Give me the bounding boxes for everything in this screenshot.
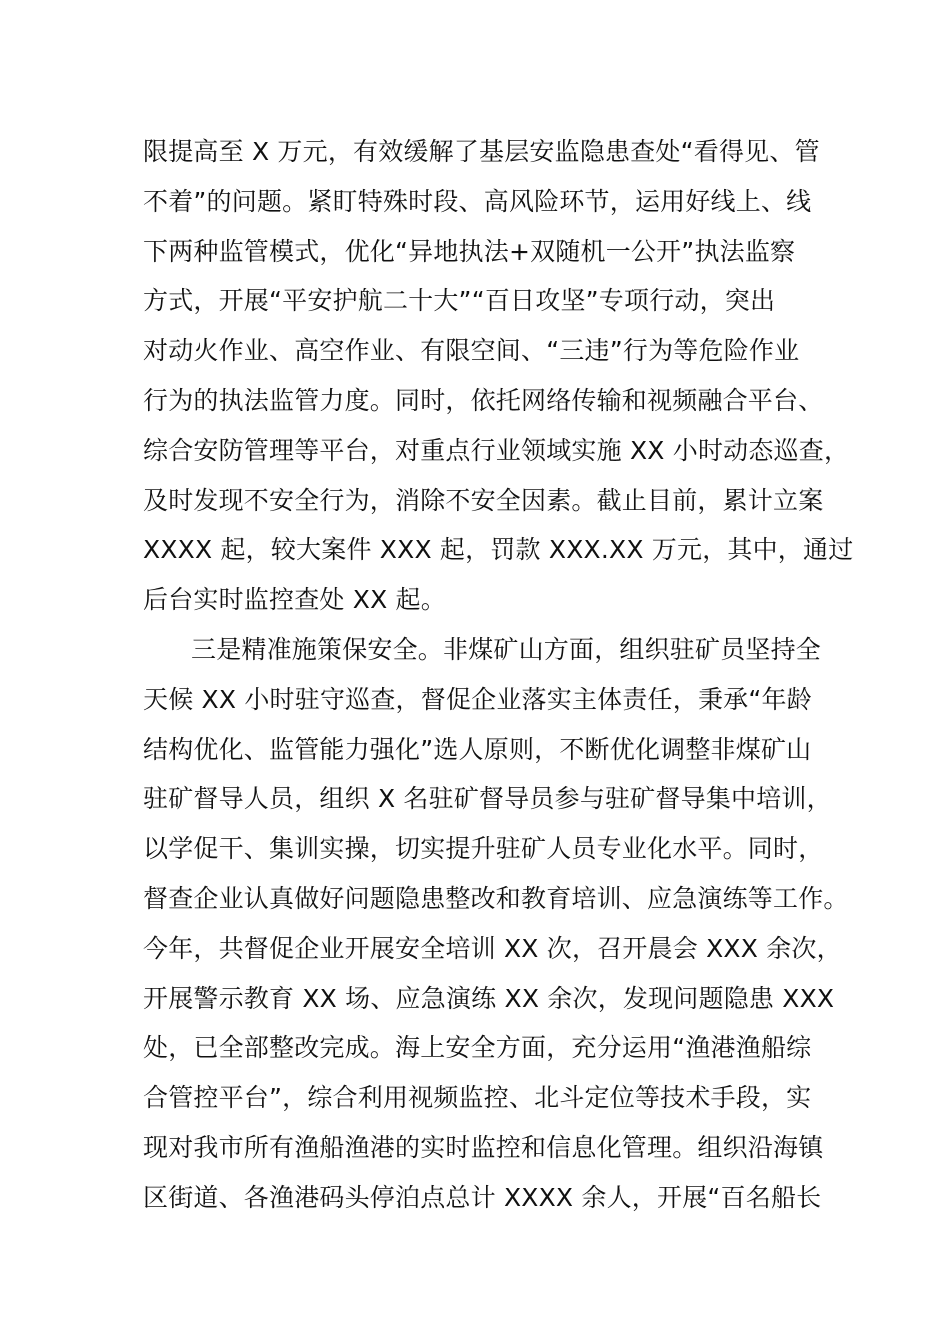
paragraph-start-line: 三是精准施策保安全。非煤矿山方面，组织驻矿员坚持全 [191,634,822,664]
text-line: 天候 XX 小时驻守巡查，督促企业落实主体责任，秉承“年龄 [143,684,812,714]
text-line: 合管控平台”，综合利用视频监控、北斗定位等技术手段，实 [143,1083,812,1113]
text-line: 今年，共督促企业开展安全培训 XX 次，召开晨会 XXX 余次， [143,933,842,963]
text-line: 开展警示教育 XX 场、应急演练 XX 余次，发现问题隐患 XXX [143,983,835,1013]
text-line: 行为的执法监管力度。同时，依托网络传输和视频融合平台、 [143,385,824,415]
text-line: 不着”的问题。紧盯特殊时段、高风险环节，运用好线上、线 [143,186,812,216]
text-line: 结构优化、监管能力强化”选人原则，不断优化调整非煤矿山 [143,734,812,764]
text-line: 现对我市所有渔船渔港的实时监控和信息化管理。组织沿海镇 [143,1132,824,1162]
text-line: 驻矿督导人员，组织 X 名驻矿督导员参与驻矿督导集中培训， [143,784,832,814]
text-line: 以学促干、集训实操，切实提升驻矿人员专业化水平。同时， [143,834,824,864]
text-line: 后台实时监控查处 XX 起。 [143,585,446,615]
text-line: XXXX 起，较大案件 XXX 起，罚款 XXX.XX 万元，其中，通过 [143,535,854,565]
text-line: 处，已全部整改完成。海上安全方面，充分运用“渔港渔船综 [143,1033,812,1063]
text-line: 对动火作业、高空作业、有限空间、“三违”行为等危险作业 [143,336,800,366]
document-body [143,127,854,1223]
text-line: 督查企业认真做好问题隐患整改和教育培训、应急演练等工作。 [143,883,849,913]
text-line: 方式，开展“平安护航二十大”“百日攻坚”专项行动，突出 [143,286,776,316]
text-line: 及时发现不安全行为，消除不安全因素。截止目前，累计立案 [143,485,824,515]
text-line: 区街道、各渔港码头停泊点总计 XXXX 余人，开展“百名船长 [143,1182,822,1212]
text-line: 限提高至 X 万元，有效缓解了基层安监隐患查处“看得见、管 [143,137,820,166]
text-line: 综合安防管理等平台，对重点行业领域实施 XX 小时动态巡查， [143,435,850,465]
text-line: 下两种监管模式，优化“异地执法+双随机一公开”执法监察 [143,236,796,266]
